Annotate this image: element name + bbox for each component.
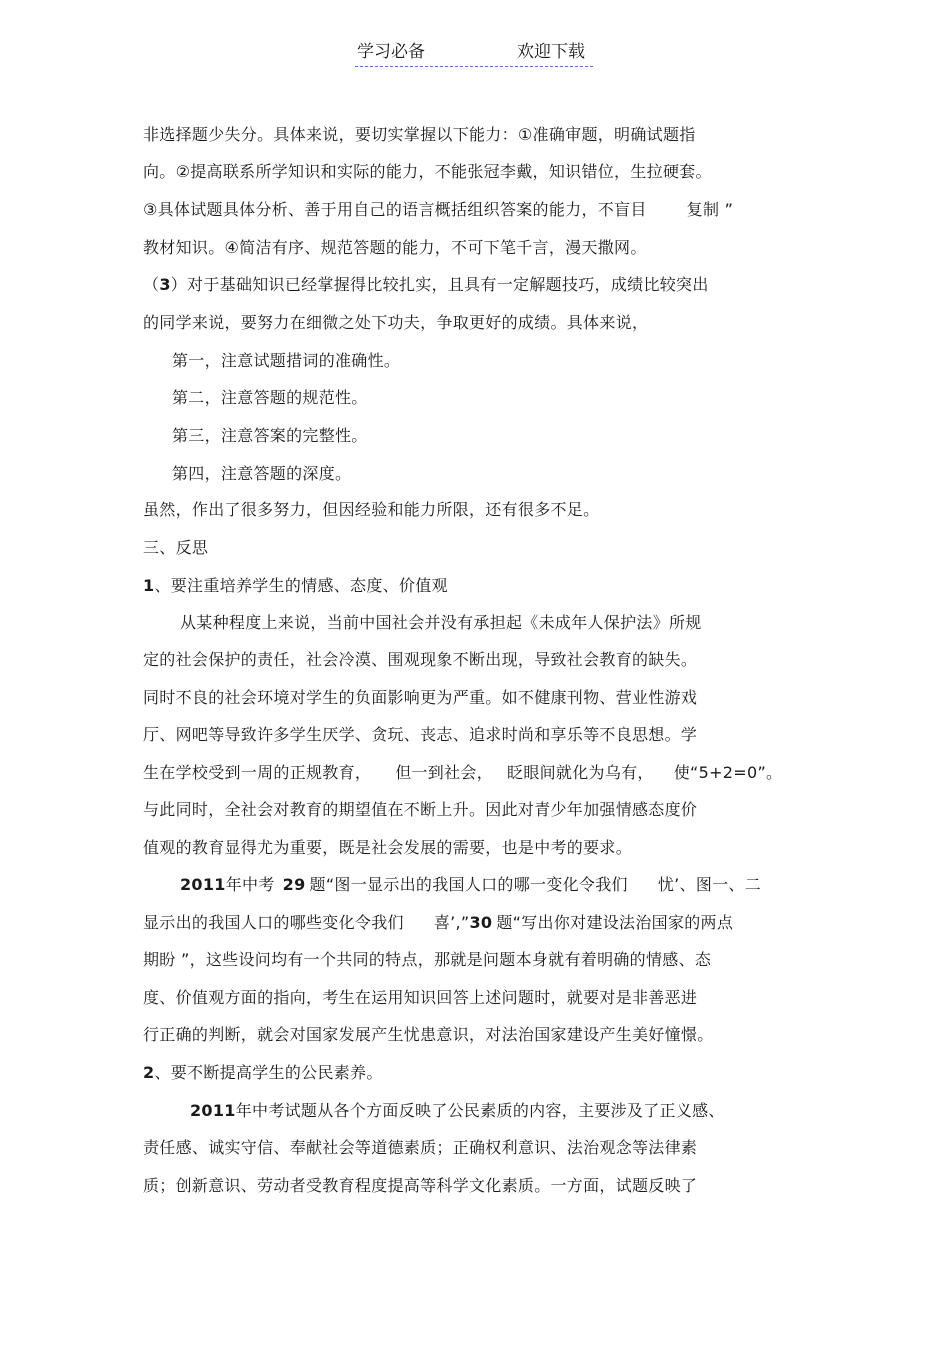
paragraph-line: 显示出的我国人口的哪些变化令我们 喜’,”30 题“写出你对建设法治国家的两点 xyxy=(143,913,734,932)
list-item: 第三，注意答案的完整性。 xyxy=(172,426,368,445)
paragraph-line: 期盼 ”，这些设问均有一个共同的特点，那就是问题本身就有着明确的情感、态 xyxy=(143,950,712,969)
paragraph-line: （3）对于基础知识已经掌握得比较扎实，且具有一定解题技巧，成绩比较突出 xyxy=(143,275,709,294)
paragraph-line: 的同学来说，要努力在细微之处下功夫，争取更好的成绩。具体来说， xyxy=(143,313,649,332)
paragraph-line: 质；创新意识、劳动者受教育程度提高等科学文化素质。一方面，试题反映了 xyxy=(143,1176,698,1195)
paragraph-line: 2011年中考 29 题“图一显示出的我国人口的哪一变化令我们 忧’、图一、二 xyxy=(180,875,762,894)
paragraph-line: 虽然，作出了很多努力，但因经验和能力所限，还有很多不足。 xyxy=(143,500,600,519)
paragraph-line: 行正确的判断，就会对国家发展产生忧患意识，对法治国家建设产生美好憧憬。 xyxy=(143,1025,714,1044)
list-item: 第一，注意试题措词的准确性。 xyxy=(172,351,401,370)
paragraph-line: 厅、网吧等导致许多学生厌学、贪玩、丧志、追求时尚和享乐等不良思想。学 xyxy=(143,725,698,744)
paragraph-line: 与此同时，全社会对教育的期望值在不断上升。因此对青少年加强情感态度价 xyxy=(143,800,698,819)
subsection-heading: 2、要不断提高学生的公民素养。 xyxy=(143,1063,383,1082)
page-header xyxy=(355,40,593,67)
paragraph-line: 定的社会保护的责任，社会冷漠、围观现象不断出现，导致社会教育的缺失。 xyxy=(143,650,698,669)
header-right-text: 欢迎下载 xyxy=(517,42,585,62)
paragraph-line: 教材知识。④简洁有序、规范答题的能力，不可下笔千言，漫天撒网。 xyxy=(143,238,647,257)
section-heading: 三、反思 xyxy=(143,538,209,557)
paragraph-line: 度、价值观方面的指向，考生在运用知识回答上述问题时，就要对是非善恶进 xyxy=(143,988,698,1007)
paragraph-line: 责任感、诚实守信、奉献社会等道德素质；正确权利意识、法治观念等法律素 xyxy=(143,1138,698,1157)
header-left-text: 学习必备 xyxy=(357,42,425,62)
list-item: 第二，注意答题的规范性。 xyxy=(172,388,368,407)
paragraph-line: 向。②提高联系所学知识和实际的能力，不能张冠李戴，知识错位，生拉硬套。 xyxy=(143,162,712,181)
paragraph-line: 2011年中考试题从各个方面反映了公民素质的内容，主要涉及了正义感、 xyxy=(190,1101,725,1120)
paragraph-line: 值观的教育显得尤为重要，既是社会发展的需要，也是中考的要求。 xyxy=(143,838,633,857)
subsection-heading: 1、要注重培养学生的情感、态度、价值观 xyxy=(143,576,448,595)
list-item: 第四，注意答题的深度。 xyxy=(172,464,352,483)
paragraph-line: 非选择题少失分。具体来说，要切实掌握以下能力：①准确审题，明确试题指 xyxy=(143,125,696,144)
paragraph-line: 同时不良的社会环境对学生的负面影响更为严重。如不健康刊物、营业性游戏 xyxy=(143,688,698,707)
paragraph-line: 从某种程度上来说，当前中国社会并没有承担起《未成年人保护法》所规 xyxy=(180,613,702,632)
paragraph-line: ③具体试题具体分析、善于用自己的语言概括组织答案的能力，不盲目 复制 ” xyxy=(143,200,734,219)
paragraph-line: 生在学校受到一周的正规教育， 但一到社会， 眨眼间就化为乌有， 使“5+2=0”。 xyxy=(143,763,783,782)
